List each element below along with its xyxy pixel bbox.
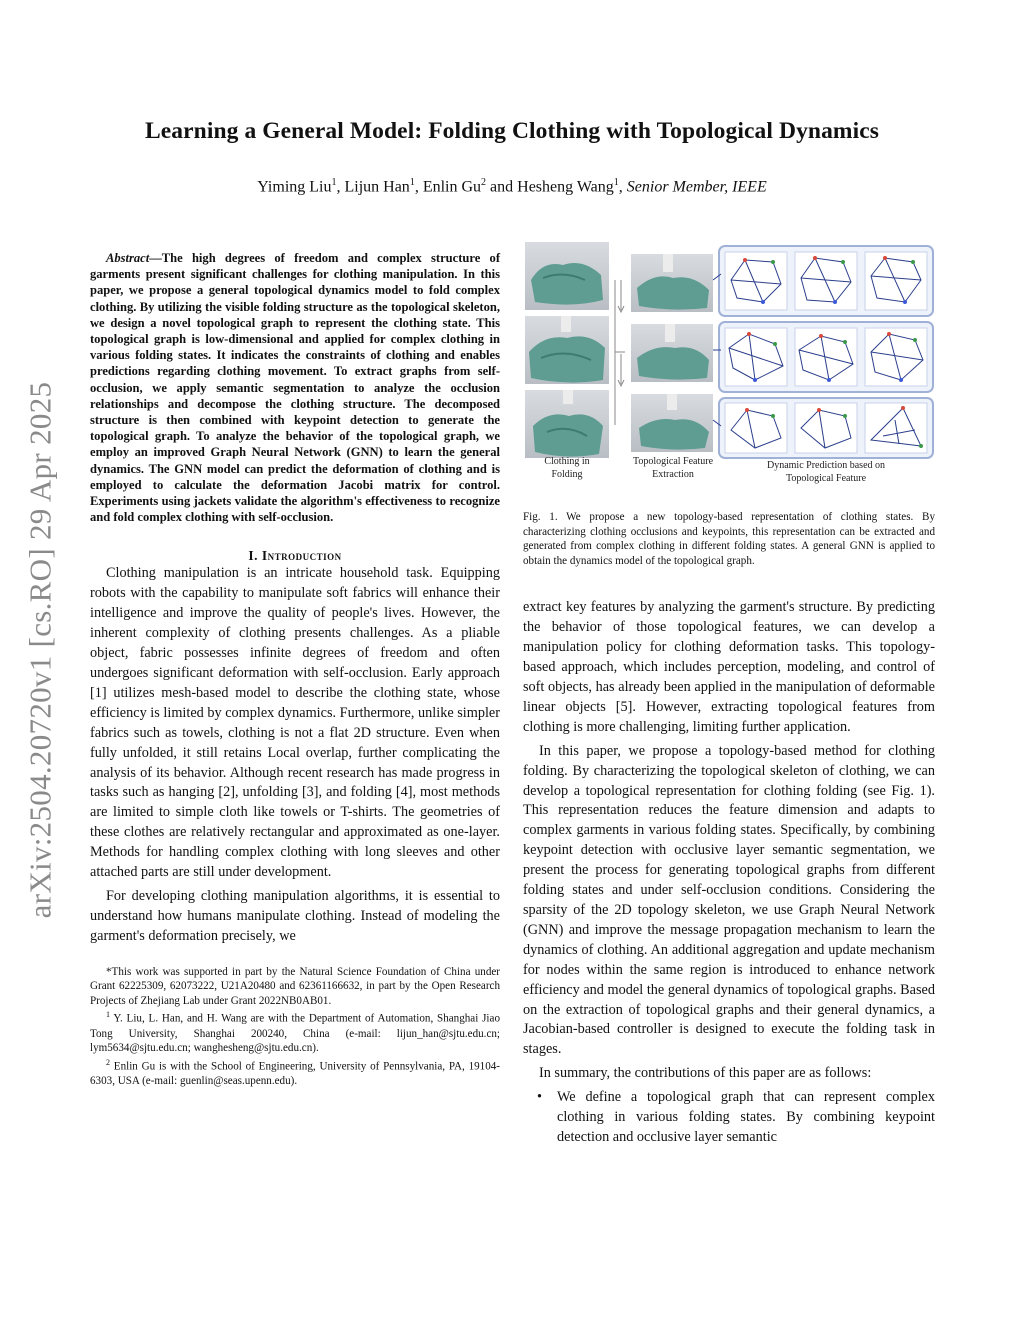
- footnote-text: Enlin Gu is with the School of Engineering, University of Pennsylvania, PA, 19104-6303, USA (e-mail: guenlin@seas.upenn.edu).: [90, 1060, 500, 1088]
- section-heading-introduction: I. Introduction: [248, 548, 342, 564]
- footnote-text: Y. Liu, L. Han, and H. Wang are with the Department of Automation, Shanghai Jiao Tong University, Shanghai 200240, China (e-mail: lijun_han@sjtu.edu.cn; lym5634@sjtu.edu.cn; wanghesheng@sjtu.edu.cn).: [90, 1013, 500, 1055]
- figure-label-clothing-line2: Folding: [551, 469, 583, 480]
- down-arrow-1: [618, 280, 624, 312]
- body-paragraph: Clothing manipulation is an intricate household task. Equipping robots with the capability to manipulate soft fabrics will enhance their intelligence and improve the quality of people's lives. However, the inherent complexity of clothing presents challenges. As a pliable object, fabric possesses infinite degrees of freedom and often undergoes significant deformation with self-occlusion. Early approach [1] utilizes mesh-based model to describe the clothing state, whose efficiency is limited by complex dynamics. Furthermore, unlike simpler fabrics such as towels, clothing is not a flat 2D structure. Even when fully unfolded, it still retains Local overlap, further complicating the analysis of its behavior. Although recent research has made progress in tasks such as hanging [2], unfolding [3], and folding [4], most methods are limited to simple cloth like towels or T-shirts. The geometries of these clothes are relatively rectangular and approximated as one-layer. Methods for handling complex clothing with long sleeves and other attached parts are still under development.: [90, 565, 500, 881]
- author-title: Senior Member, IEEE: [626, 178, 767, 196]
- left-column: [90, 250, 500, 1089]
- graph-panel-row-2: [719, 322, 933, 392]
- feature-photo-2: [631, 324, 713, 382]
- figure-1: [523, 240, 935, 490]
- footnote-mark: 1: [106, 1010, 110, 1020]
- arxiv-identifier-stamp: [18, 350, 62, 950]
- feature-photo-3: [631, 394, 713, 452]
- graph-panel-row-1: [719, 246, 933, 316]
- figure-label-dynamic-line1: Dynamic Prediction based on: [766, 460, 886, 471]
- footnote-mark: 2: [106, 1057, 110, 1067]
- author-separator: and: [486, 178, 518, 196]
- figure-1-caption: Fig. 1. We propose a new topology-based representation of clothing states. By characterizing clothing occlusions and keypoints, this representation can be extracted and generated from complex clothing in different folding states. A general GNN is applied to obtain the dynamics model of the topological graph.: [523, 511, 935, 567]
- author-affiliation-mark: 1: [331, 177, 337, 188]
- body-paragraph: In summary, the contributions of this paper are as follows:: [539, 1065, 872, 1082]
- body-paragraph: extract key features by analyzing the garment's structure. By predicting the behavior of those topological features, we can develop a manipulation policy for clothing deformation tasks. This topology-based approach, which includes perception, modeling, and control of soft objects, has already been applied in the manipulation of deformable linear objects [5]. However, extracting topological features from clothing is more challenging, limiting further application.: [523, 599, 935, 735]
- abstract-dash: —: [149, 251, 162, 265]
- feature-photo-1: [631, 254, 713, 312]
- author-affiliation-mark: 1: [409, 177, 415, 188]
- author-name: Yiming Liu: [257, 178, 332, 196]
- figure-label-clothing-line1: Clothing in: [544, 456, 590, 467]
- body-paragraph: In this paper, we propose a topology-based method for clothing folding. By characterizing the topological skeleton of clothing, we can develop a topological representation for clothing folding (see Fig. 1). This representation reduces the feature dimension and adapts to complex garments in various folding states. Specifically, by combining keypoint detection with occlusive layer semantic segmentation, we present the process for generating topological graphs from different folding states and under self-occlusion conditions. Considering the sparsity of the 2D topology skeleton, we use Graph Neural Network (GNN) and improve the message propagation mechanism to learn the dynamics of clothing. An additional aggregation and update mechanism for nodes within the same region is introduced to enhance network efficiency and model the general dynamics of topological graphs. Based on the extraction of topological graphs and their general dynamics, a Jacobian-based controller is designed to execute the folding task in stages.: [523, 742, 935, 1058]
- author-affiliation-mark: 1: [613, 177, 619, 188]
- figure-label-extraction-line1: Topological Feature: [632, 456, 714, 467]
- body-paragraph: For developing clothing manipulation algorithms, it is essential to understand how humans manipulate clothing. Instead of modeling the garment's deformation precisely, we: [90, 887, 500, 944]
- graph-panel-row-3: [719, 398, 933, 458]
- author-name: Hesheng Wang: [517, 178, 614, 196]
- paper-title: Learning a General Model: Folding Clothing with Topological Dynamics: [144, 118, 880, 144]
- author-name: Lijun Han: [344, 178, 410, 196]
- author-affiliation-mark: 2: [481, 177, 487, 188]
- abstract-text: The high degrees of freedom and complex structure of garments present significant challenges for clothing manipulation. In this paper, we propose a general topological dynamics model to fold complex clothing. By utilizing the visible folding structure as the topological skeleton, we design a novel topological graph to represent the clothing state. This topological graph is low-dimensional and applied for complex clothing in various folding states. It indicates the constraints of clothing and enables predictions regarding clothing movement. To extract graphs from self-occlusion, we apply semantic segmentation to analyze the occlusion relationships and decompose the clothing structure. The decomposed structure is then combined with keypoint detection to generate the topological graph. To analyze the behavior of the topological graph, we employ an improved Graph Neural Network (GNN) to learn the general dynamics. The GNN model can predict the deformation of clothing and is employed to calculate the deformation Jacobi matrix for control. Experiments using jackets validate the algorithm's effectiveness to recognize and fold complex clothing with self-occlusion.: [90, 251, 500, 525]
- author-separator: ,: [414, 178, 423, 196]
- right-column: [523, 240, 935, 1148]
- abstract-label: Abstract: [106, 251, 150, 265]
- down-arrow-2: [618, 354, 624, 386]
- footnote-affiliation-1: [90, 1008, 500, 1055]
- author-name: Enlin Gu: [422, 178, 482, 196]
- author-separator: ,: [336, 178, 345, 196]
- footnote-funding: *This work was supported in part by the Natural Science Foundation of China under Grant 62225309, 62073222, U21A20480 and 62361166632, in part by the Open Research Projects of Zhejiang Lab under Grant 2022NB0AB01.: [90, 965, 500, 1007]
- arxiv-identifier-text: arXiv:2504.20720v1 [cs.RO] 29 Apr 2025: [22, 381, 58, 919]
- figure-label-extraction-line2: Extraction: [652, 469, 694, 480]
- clothing-photo-1: [525, 242, 609, 310]
- contributions-list: [523, 1088, 935, 1148]
- author-separator: ,: [618, 178, 627, 196]
- figure-label-dynamic-line2: Topological Feature: [785, 473, 867, 484]
- clothing-photo-2: [525, 316, 609, 384]
- abstract: [90, 250, 500, 525]
- footnote-affiliation-2: [90, 1056, 500, 1089]
- contribution-item: • We define a topological graph that can represent complex clothing in various folding states. By combining keypoint detection and occlusive layer semantic: [523, 1088, 935, 1148]
- footnotes: [90, 965, 500, 1089]
- author-line: [60, 177, 964, 196]
- clothing-photo-3: [525, 390, 609, 458]
- figure-1-illustration: [523, 240, 935, 490]
